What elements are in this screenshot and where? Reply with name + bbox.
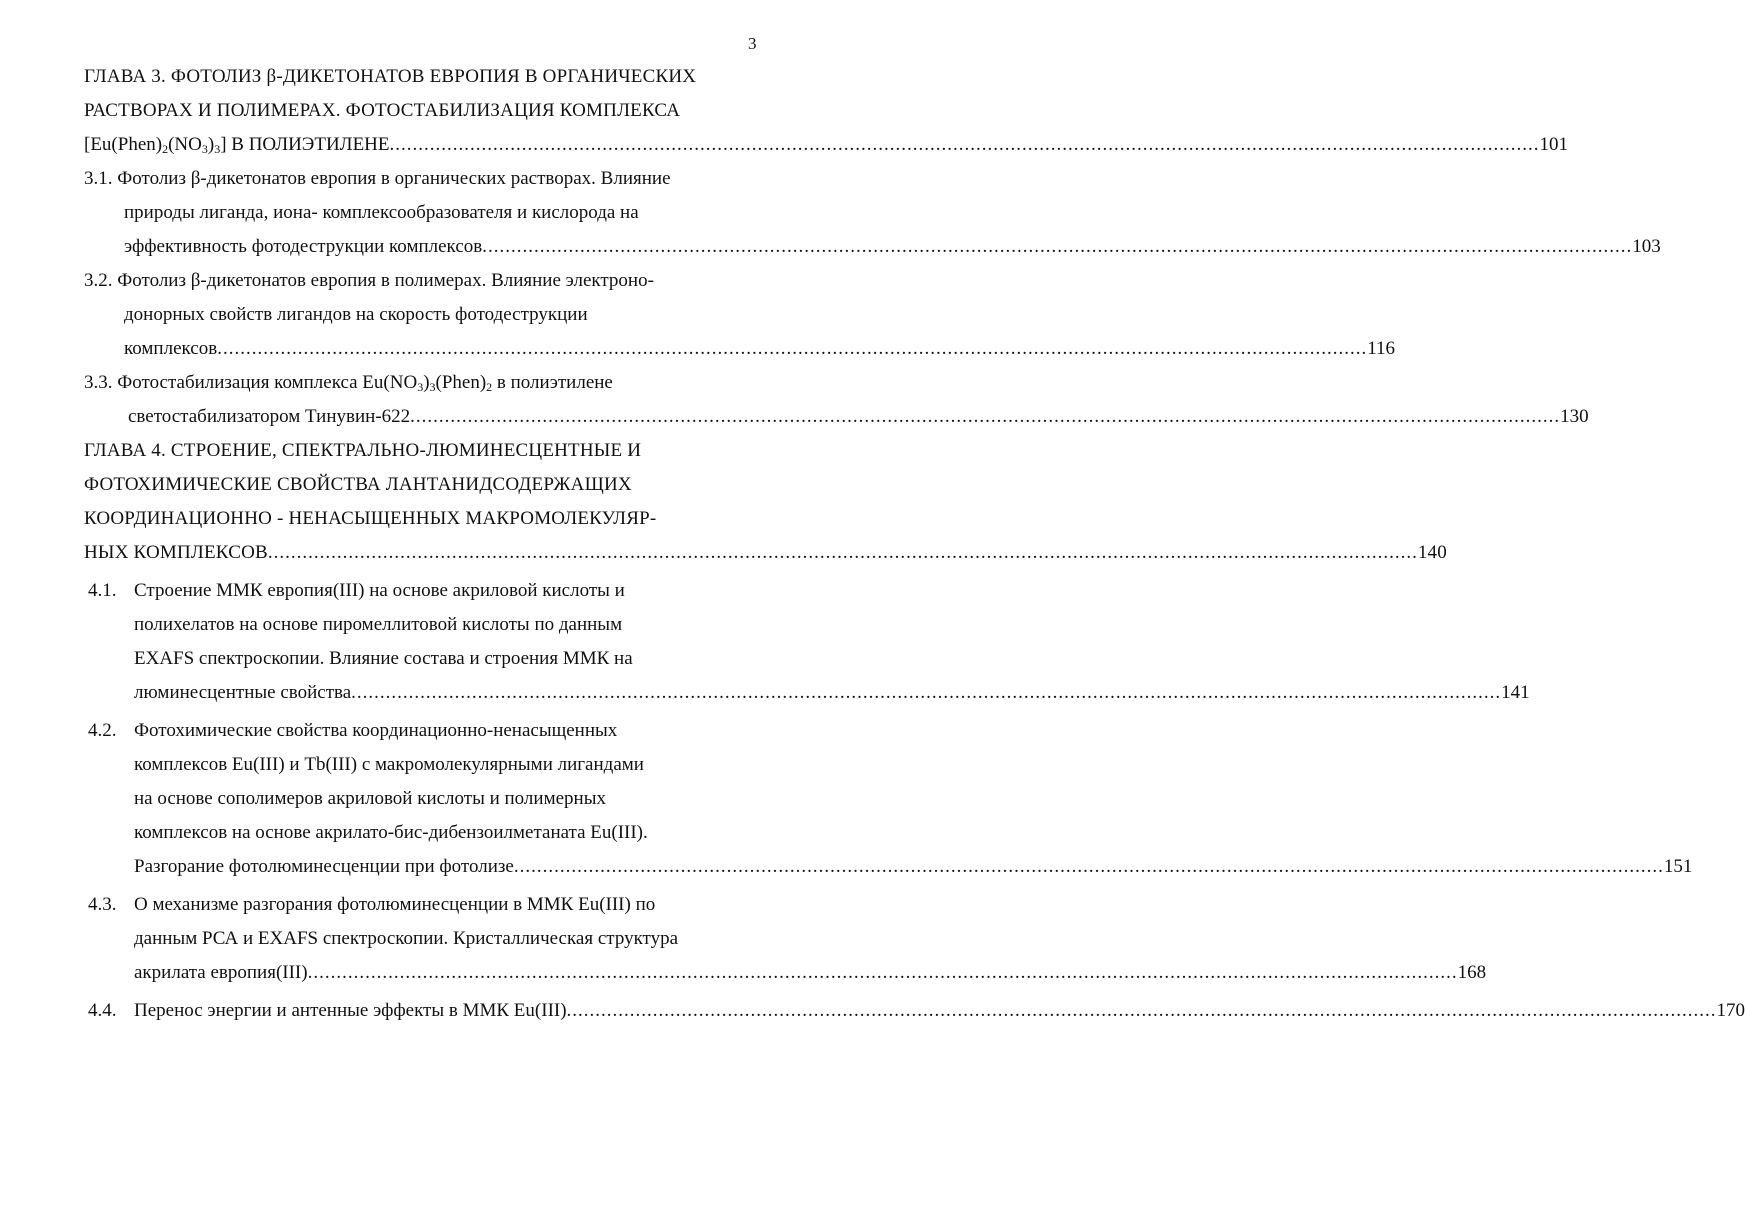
- chapter-3-title-line-1: ГЛАВА 3. ФОТОЛИЗ β-ДИКЕТОНАТОВ ЕВРОПИЯ В ОРГАНИЧЕСКИХ: [84, 66, 697, 87]
- leader-dots: ........................................................................................................................................................................................................: [217, 338, 1368, 359]
- toc-entry-4-3: [0, 888, 1487, 990]
- toc-entry-4-4: [0, 994, 1745, 1028]
- leader-dots: ........................................................................................................................................................................................................: [482, 236, 1633, 257]
- section-4-2-line-5: Разгорание фотолюминесценции при фотолизе ........................................................................................................................................................................................................ 151: [134, 850, 760, 884]
- table-of-contents: [0, 60, 1745, 1028]
- section-3-2-page: 116: [1367, 338, 1395, 359]
- chapter-4-title-line-1: ГЛАВА 4. СТРОЕНИЕ, СПЕКТРАЛЬНО-ЛЮМИНЕСЦЕНТНЫЕ И: [84, 440, 642, 461]
- section-3-1-line-1: 3.1. Фотолиз β-дикетонатов европия в органических растворах. Влияние: [84, 168, 671, 189]
- section-4-3-line-2: данным РСА и EXAFS спектроскопии. Кристаллическая структура: [134, 928, 679, 949]
- leader-dots: ........................................................................................................................................................................................................: [389, 134, 1540, 155]
- section-3-3-line-1: 3.3. Фотостабилизация комплекса $Eu(NO_3)_3(Phen)_2$ в полиэтилене: [84, 372, 613, 394]
- toc-entry-4-2: [0, 714, 1693, 884]
- toc-entry-3-1: [0, 162, 1661, 264]
- toc-entry-4-1: [0, 574, 1530, 710]
- chapter-4-title-line-2: ФОТОХИМИЧЕСКИЕ СВОЙСТВА ЛАНТАНИДСОДЕРЖАЩИХ: [84, 474, 632, 495]
- leader-dots: ........................................................................................................................................................................................................: [566, 1000, 1717, 1021]
- section-4-1-line-2: полихелатов на основе пиромеллитовой кислоты по данным: [134, 614, 623, 635]
- section-4-2-line-4: комплексов на основе акрилато-бис-дибензоилметаната Eu(III).: [134, 822, 648, 843]
- section-4-3-line-1: 4.3. О механизме разгорания фотолюминесценции в ММК Eu(III) по: [88, 894, 656, 915]
- section-3-2-line-2: донорных свойств лигандов на скорость фотодеструкции: [124, 304, 588, 325]
- section-4-2-line-2: комплексов Eu(III) и Tb(III) с макромолекулярными лигандами: [134, 754, 644, 775]
- chapter-3-page: 101: [1539, 134, 1568, 155]
- toc-entry-3-3: [0, 366, 1589, 434]
- toc-entry-3-2: [0, 264, 1395, 366]
- section-3-3-page: 130: [1560, 406, 1589, 427]
- section-3-1-line-2: природы лиганда, иона- комплексообразователя и кислорода на: [124, 202, 639, 223]
- section-3-1-page: 103: [1632, 236, 1661, 257]
- section-4-2-line-1: 4.2. Фотохимические свойства координационно-ненасыщенных: [88, 720, 618, 741]
- section-4-4-line-1: 4.4. Перенос энергии и антенные эффекты в ММК Eu(III) ........................................................................................................................................................................................................ 170: [0, 994, 798, 1028]
- section-4-3-line-3: акрилата европия(III) ........................................................................................................................................................................................................ 168: [134, 956, 760, 990]
- page-number: 3: [748, 34, 757, 53]
- chapter-3-title-line-2: РАСТВОРАХ И ПОЛИМЕРАХ. ФОТОСТАБИЛИЗАЦИЯ КОМПЛЕКСА: [84, 100, 681, 121]
- section-4-2-page: 151: [1663, 856, 1693, 877]
- section-4-3-page: 168: [1457, 962, 1487, 983]
- section-4-1-line-4: люминесцентные свойства ........................................................................................................................................................................................................ 141: [134, 676, 756, 710]
- chapter-4-title-line-4: НЫХ КОМПЛЕКСОВ ........................................................................................................................................................................................................ 140: [84, 536, 756, 570]
- section-3-2-line-3: комплексов ........................................................................................................................................................................................................ 116: [124, 332, 756, 366]
- section-3-3-line-2: светостабилизатором Тинувин-622 ........................................................................................................................................................................................................ 130: [128, 400, 756, 434]
- leader-dots: ........................................................................................................................................................................................................: [307, 962, 1458, 983]
- leader-dots: ........................................................................................................................................................................................................: [267, 542, 1418, 563]
- chapter-3-title-line-3: $[Eu(Phen)_2(NO_3)_3]$ В ПОЛИЭТИЛЕНЕ ........................................................................................................................................................................................................ 101: [84, 128, 756, 162]
- section-3-1-line-3: эффективность фотодеструкции комплексов ........................................................................................................................................................................................................ 103: [124, 230, 756, 264]
- leader-dots: ........................................................................................................................................................................................................: [513, 856, 1664, 877]
- chapter-4-page: 140: [1417, 542, 1447, 563]
- section-4-1-line-3: EXAFS спектроскопии. Влияние состава и строения ММК на: [134, 648, 633, 669]
- toc-entry-chapter-3: [0, 60, 1568, 162]
- chapter-4-title-line-3: КООРДИНАЦИОННО - НЕНАСЫЩЕННЫХ МАКРОМОЛЕКУЛЯР-: [84, 508, 657, 529]
- section-4-1-page: 141: [1501, 682, 1530, 703]
- section-4-4-page: 170: [1716, 1000, 1745, 1021]
- leader-dots: ........................................................................................................................................................................................................: [351, 682, 1502, 703]
- section-4-1-line-1: 4.1. Строение ММК европия(III) на основе акриловой кислоты и: [88, 580, 625, 601]
- toc-entry-chapter-4: [0, 434, 1447, 570]
- section-3-2-line-1: 3.2. Фотолиз β-дикетонатов европия в полимерах. Влияние электроно-: [84, 270, 654, 291]
- section-4-2-line-3: на основе сополимеров акриловой кислоты и полимерных: [134, 788, 606, 809]
- leader-dots: ........................................................................................................................................................................................................: [410, 406, 1561, 427]
